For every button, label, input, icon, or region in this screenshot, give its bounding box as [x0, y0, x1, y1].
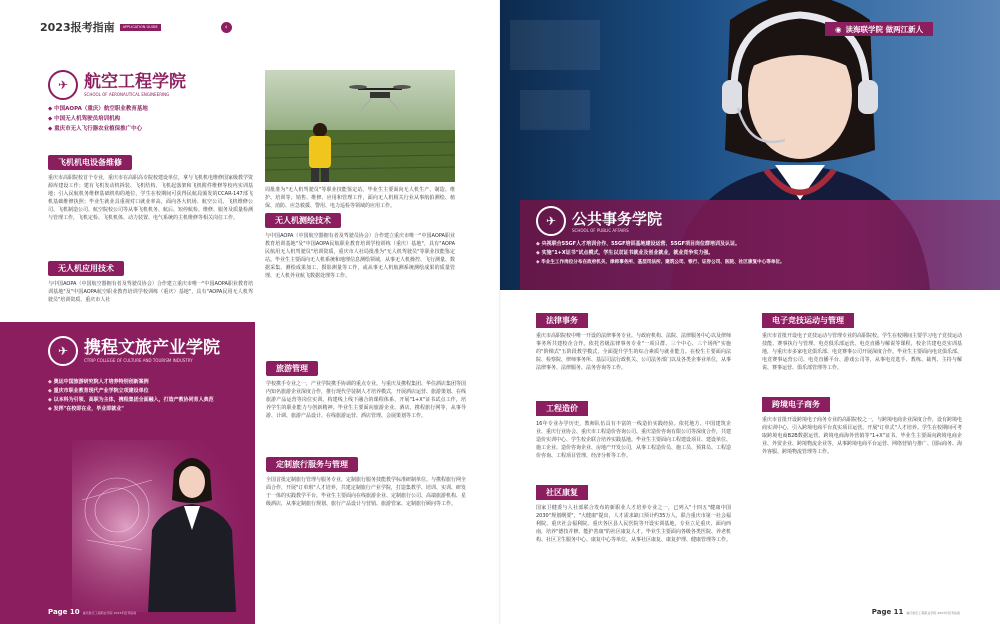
ctrip-name-en: CTRIP COLLEGE OF CULTURE AND TOURISM INDUSTRY [84, 358, 193, 363]
aero-name-en: SCHOOL OF AERONAUTICAL ENGINEERING [84, 92, 170, 97]
aero-bullet: ◆ 重庆市无人飞行器农业植保推广中心 [48, 124, 248, 134]
guide-tag: APPLICATION GUIDE [120, 24, 161, 31]
ctrip-bullet: ◆ 重庆市职业教育现代产业学院立项建设单位 [48, 387, 253, 396]
aero-bullets [48, 104, 248, 134]
page-number-right [872, 608, 960, 616]
public-bullet: ◆ 毕业生工作岗位分布在政府机关、律师事务所、基层司法所、建筑公司、银行、证券公司、医院、社区康复中心等单位。 [536, 258, 976, 267]
public-bullet: ◆ 央视联合55GF人才培训合作、55GF培训基地建设运营、55GF项目岗位群培训及认证。 [536, 240, 976, 249]
section-title: 定制旅行服务与管理 [266, 457, 358, 472]
aero-school-title [48, 70, 186, 100]
right-section-3 [536, 480, 731, 576]
page-number-left [48, 608, 136, 616]
section-title: 无人机应用技术 [48, 261, 124, 276]
public-school-title [536, 206, 662, 236]
ctrip-bullet: ◆ 发挥"在校即在业，毕业即就业" [48, 405, 253, 414]
drone-photo-art [265, 70, 455, 182]
ctrip-school-title [48, 336, 220, 366]
page-subtitle: 重庆航空工程职业学院 2023年报考指南 [906, 611, 960, 615]
aero-bullet: ◆ 中国AOPA（重庆）航空职业教育基地 [48, 104, 248, 114]
ctrip-bullet: ◆ 以本科为引领、高职为主体，携程集团全面融入，打造产教协同育人典范 [48, 396, 253, 405]
aero-section-3 [265, 208, 455, 296]
ctrip-section-2 [266, 452, 466, 548]
section-title: 飞机机电设备维修 [48, 155, 132, 170]
section-text: 与中国AOPA（中国航空器拥有者及驾驶员协会）合作建立重庆市唯一"中国AOPA职业教育培训基地"及"中国AOPA民航职业教育培训学校训练（重庆）基地"，具有"AOPA民航用无人机驾驶员"培训资质，重庆市人社局批准为"无人机驾驶员"等职业技能鉴定站。毕业生主要面向无人机系统和地理信息测绘领域，从事无人机操控、飞行测量、数据采集、测绘成果加工、摄影测量等工作，或从事无人机航测系统测绘成果的质量管理、无人机外业航飞数据处理等工作。 [265, 233, 455, 279]
slogan-icon: ◉ [835, 24, 842, 34]
ctrip-bullet: ◆ 奥运中国旅游研究院人才培养特别创新案例 [48, 378, 253, 387]
aero-name-cn: 航空工程学院 [84, 72, 186, 92]
drone-photo-caption: 周批准为"无人机驾驶员"等职业技能鉴定站。毕业生主要面向无人机生产、制造、维护、培训等、销售、维修、应用和管理工作，面向无人机相关行业从事航拍测绘、植保、消防、应急救援、警用、电力巡检等领域的应用工作。 [265, 187, 455, 209]
right-section-5 [762, 392, 962, 496]
aero-bullet: ◆ 中国无人机驾驶员培训机构 [48, 114, 248, 124]
school-emblem-icon: ✈ [48, 336, 78, 366]
right-section-1 [536, 308, 731, 404]
section-text: 国家卫健委与人社部联合发布的新职业人才培养专业之一，已列入"十四五"健康中国2030"规划纲要"，"大健康"提出，人才需求缺口预计约35万人。联合重庆市第一社会福利院、重庆社会福利院、重庆各区县人民医院等开设实训基地，专业立足重庆、面向西南，培养"德技并修、能护善康"的社区康复人才。毕业生主要面向各级各类医院、养老机构、社区卫生服务中心、康复中心等单位，从事社区康复、康复护理、健康管理等工作。 [536, 505, 731, 543]
aero-section-2 [48, 256, 253, 312]
page-subtitle: 重庆航空工程职业学院 2023年报考指南 [82, 611, 137, 615]
ctrip-name-cn: 携程文旅产业学院 [84, 338, 220, 358]
section-text: 与中国AOPA（中国航空器拥有者及驾驶员协会）合作建立重庆市唯一"中国AOPA职业教育培训基地"及"中国AOPA航空职业教育培训学校训练（重庆）基地"，具有"AOPA民用无人机驾驶员"培训资质，重庆市人社 [48, 281, 253, 303]
section-title: 工程造价 [536, 401, 588, 416]
public-bullet: ◆ 实施"1+X证书"试点模式，学生以双证书就业及创业就业，就业竞争实力强。 [536, 249, 976, 258]
section-text: 全国首批定制旅行管理与服务专业，定制旅行服务技能教学标准研制单位。与携程旅行网全面合作，开展"订单班"人才培养，共建定制旅行产业学院，打造集教学、培训、实训、研发于一体的实践教学平台。毕业生主要面向在线旅游企业、定制旅行公司、高端旅游机构、星级酒店，从事定制旅行规划、旅行产品设计与营销、旅游管家、定制旅行顾问等工作。 [266, 477, 466, 507]
page-number: Page 10 [48, 608, 80, 616]
section-text: 学校携手专业之一，产业学院携手协调的重点专业。与重庆及携程集团、华住酒店集团等国内知名旅游企业深度合作，推行现代学徒制人才培养模式，开展酒店运营、旅游策划、在线旅游产品运营等岗位实训。构建线上线下融合的课程体系，开展"1+X"证书试点工作，培养学生的职业能力与创新精神。毕业生主要面向旅游企业、酒店、携程旅行网等，从事导游、计调、旅游产品设计、在线旅游运营、酒店管理、会展策划等工作。 [266, 381, 466, 419]
public-bullets [536, 240, 976, 267]
tourism-photo-art [72, 440, 252, 612]
section-text: 重庆市高职院校中唯一开设的法律事务专业。与政府机构、法院、法律服务中心以及律师事务所共建校企合作。依托省级法律事务专业"一项目群、三个中心、三个场所"实施的"阶梯式"五阶段教学模式，全面提升学生的综合素质与就业能力。在校生主要面向法院、检察院、律师事务所、基层司法行政机关、公司法务部门以及各类企事业单位，从事法律事务、法律服务、法务咨询等工作。 [536, 333, 731, 371]
aero-section-1 [48, 150, 253, 264]
school-emblem-icon: ✈ [536, 206, 566, 236]
back-arrow-icon[interactable]: ‹ [221, 22, 232, 33]
section-title: 跨境电子商务 [762, 397, 830, 412]
section-title: 无人机测绘技术 [265, 213, 341, 228]
right-page [500, 0, 1000, 624]
drone-photo [265, 70, 455, 182]
public-name-cn: 公共事务学院 [572, 209, 663, 228]
section-title: 旅游管理 [266, 361, 318, 376]
guide-title: 2023报考指南 [40, 21, 115, 34]
public-name-en: SCHOOL OF PUBLIC AFFAIRS [572, 227, 629, 233]
slogan-text: 读海联学院 做两江新人 [845, 24, 924, 34]
section-text: 重庆市高职院校首个专业，重庆市在高职高专院校建设单位，拿与飞机机电维修国家级教学资源库建设工作；建有飞机发动机拆装、飞机结构、飞机起落架和飞机附件维修等校内实训基地；引入民航机务维修基础机构的地位，学生在校期间可获得民航局颁发的CCAR-147部飞机基础维修执照；毕业生就业具重视对口就业率高，面向各大机场、航空公司、飞机维修公司、飞机制造公司、航空院校公司等从事飞机机务、航后、短停航检、维修、服务及质量检测与管理工作，飞机定检、飞机机体、动力装置、电气系统的主机维修等相关岗位工作。 [48, 175, 253, 221]
section-text: 重庆市首批开设跨境电子商务专业的高职院校之一，与跨境电商企业深度合作，设有跨境电商实训中心，引入跨境电商平台真实项目运营，开展"订单式"人才培养。学生在校期间可考取跨境电商B2B数据运营、跨境电商海外营销等"1+X"证书。毕业生主要面向跨境电商企业、外贸企业、跨境物流企业等，从事跨境电商平台运营、网络营销与推广、国际商务、海外客服、跨境物流管理等工作。 [762, 417, 962, 455]
page-number: Page 11 [871, 608, 904, 616]
section-title: 电子竞技运动与管理 [762, 313, 854, 328]
school-emblem-icon: ✈ [48, 70, 78, 100]
ctrip-section-1 [266, 356, 466, 460]
section-title: 社区康复 [536, 485, 588, 500]
right-section-2 [536, 396, 731, 484]
section-title: 法律事务 [536, 313, 588, 328]
right-section-4 [762, 308, 962, 396]
section-text: 16年专业办学历史，教师队伍具有丰富的一线造价实践经验。依托地方、中国建筑企业、重庆行业协会、重庆市工程造价咨询公司、重庆造价咨询有限公司等深度合作，共建造价实训中心、学生校企联合培养实践基地。毕业生主要面向工程建设项目、建设单位、施工企业、造价咨询企业、房地产开发公司，从事工程造价员、施工员、预算员、工程造价咨询、工程项目管理、经济分析等工作。 [536, 421, 731, 459]
guide-header [40, 18, 232, 36]
page-spine [499, 0, 501, 624]
section-text: 重庆市首批开设电子竞技运动与管理专业的高职院校。学生在校期间主要学习电子竞技运动技能、赛事执行与管理、电竞俱乐部运营、电竞直播与解说等课程，校企共建电竞实训基地，与重庆市多家电竞俱乐部、电竞赛事公司开展深度合作。毕业生主要面向电竞俱乐部、电竞赛事运营公司、电竞直播平台、游戏公司等，从事电竞选手、教练、裁判、主持与解说、赛事运营、俱乐部管理等工作。 [762, 333, 962, 371]
tourism-photo [72, 440, 252, 612]
ctrip-bullets [48, 378, 253, 414]
slogan-badge [825, 22, 933, 36]
